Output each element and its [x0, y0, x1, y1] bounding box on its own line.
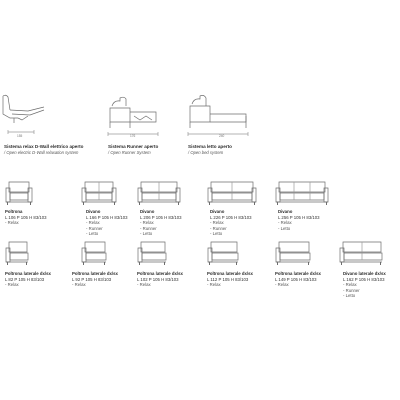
item-option: - Runner [86, 225, 103, 231]
item-name: Divano [86, 209, 101, 214]
sofa-226-spec [210, 209, 252, 237]
item-name: Divano [210, 209, 225, 214]
item-option: - Relax [275, 282, 289, 288]
item-name: Poltrona laterale dx/sx [5, 271, 51, 276]
item-dimensions: L 256 P 105 H 83/103 [278, 214, 320, 220]
sofa-206-spec [140, 209, 182, 237]
item-option: - Runner [343, 287, 360, 293]
armchair-drawing [4, 178, 34, 208]
item-dimensions: L 82 P 105 H 83/103 [5, 276, 45, 282]
side-armchair-102-drawing [136, 238, 170, 268]
sofa-166-spec [86, 209, 128, 237]
item-option: - Runner [210, 225, 227, 231]
item-dimensions: L 149 P 105 H 83/103 [275, 276, 317, 282]
sofa-166-drawing [80, 178, 118, 208]
side-armchair-82-spec [5, 271, 51, 288]
runner-system-dimension: 176 [130, 134, 136, 138]
item-name: Poltrona laterale dx/sx [207, 271, 253, 276]
side-armchair-92-drawing [80, 238, 110, 268]
item-dimensions: L 102 P 105 H 83/103 [137, 276, 179, 282]
item-option: - Relax [5, 220, 19, 226]
item-dimensions: L 226 P 105 H 83/103 [210, 214, 252, 220]
item-option: - Letto [278, 225, 291, 231]
item-option: - Letto [210, 231, 223, 237]
side-armchair-92-spec [72, 271, 118, 288]
bed-system-subtitle: / Open bed system [188, 150, 224, 155]
runner-system-subtitle: / Open Runner System [108, 150, 151, 155]
side-armchair-112-spec [207, 271, 253, 288]
item-dimensions: L 166 P 105 H 83/103 [86, 214, 128, 220]
item-option: - Relax [207, 282, 221, 288]
sofa-226-drawing [206, 178, 258, 208]
relax-system-subtitle: / Open electric D-Wall relaxation system [4, 150, 79, 155]
sofa-256-drawing [274, 178, 330, 208]
side-armchair-102-spec [137, 271, 183, 288]
runner-system-side-view-drawing [104, 92, 164, 152]
sofa-256-spec [278, 209, 320, 231]
side-armchair-112-drawing [206, 238, 242, 268]
bed-system-dimension: 240 [219, 134, 225, 138]
item-option: - Runner [140, 225, 157, 231]
side-armchair-149-drawing [274, 238, 314, 268]
item-option: - Relax [86, 220, 100, 226]
item-dimensions: L 206 P 105 H 83/103 [140, 214, 182, 220]
relax-system-dimension: 155 [17, 134, 23, 138]
item-name: Divano laterale dx/sx [343, 271, 386, 276]
relax-system-side-view-drawing [0, 92, 60, 152]
item-option: - Letto [140, 231, 153, 237]
item-option: - Relax [140, 220, 154, 226]
item-dimensions: L 106 P 105 H 83/103 [5, 214, 47, 220]
item-name: Divano [140, 209, 155, 214]
item-option: - Relax [5, 282, 19, 288]
item-option: - Relax [210, 220, 224, 226]
item-option: - Relax [137, 282, 151, 288]
item-dimensions: L 92 P 105 H 83/103 [72, 276, 112, 282]
item-option: - Letto [86, 231, 99, 237]
runner-system-title: Sistema Runner aperto [108, 144, 159, 149]
item-option: - Relax [343, 282, 357, 288]
item-name: Divano [278, 209, 293, 214]
item-dimensions: L 162 P 105 H 83/103 [343, 276, 385, 282]
relax-system-title: Sistema relax D-Wall elettrico aperto [4, 144, 84, 149]
sofa-206-drawing [136, 178, 182, 208]
bed-system-side-view-drawing [186, 92, 266, 152]
item-name: Poltrona [5, 209, 23, 214]
item-option: - Letto [343, 293, 356, 299]
bed-system-title: Sistema letto aperto [188, 144, 232, 149]
item-name: Poltrona laterale dx/sx [275, 271, 321, 276]
item-option: - Relax [278, 220, 292, 226]
item-name: Poltrona laterale dx/sx [137, 271, 183, 276]
item-dimensions: L 112 P 105 H 83/103 [207, 276, 249, 282]
side-armchair-82-drawing [4, 238, 32, 268]
item-option: - Relax [72, 282, 86, 288]
item-name: Poltrona laterale dx/sx [72, 271, 118, 276]
side-sofa-162-spec [343, 271, 386, 299]
side-armchair-149-spec [275, 271, 321, 288]
side-sofa-162-drawing [338, 238, 386, 268]
armchair-spec [5, 209, 47, 226]
